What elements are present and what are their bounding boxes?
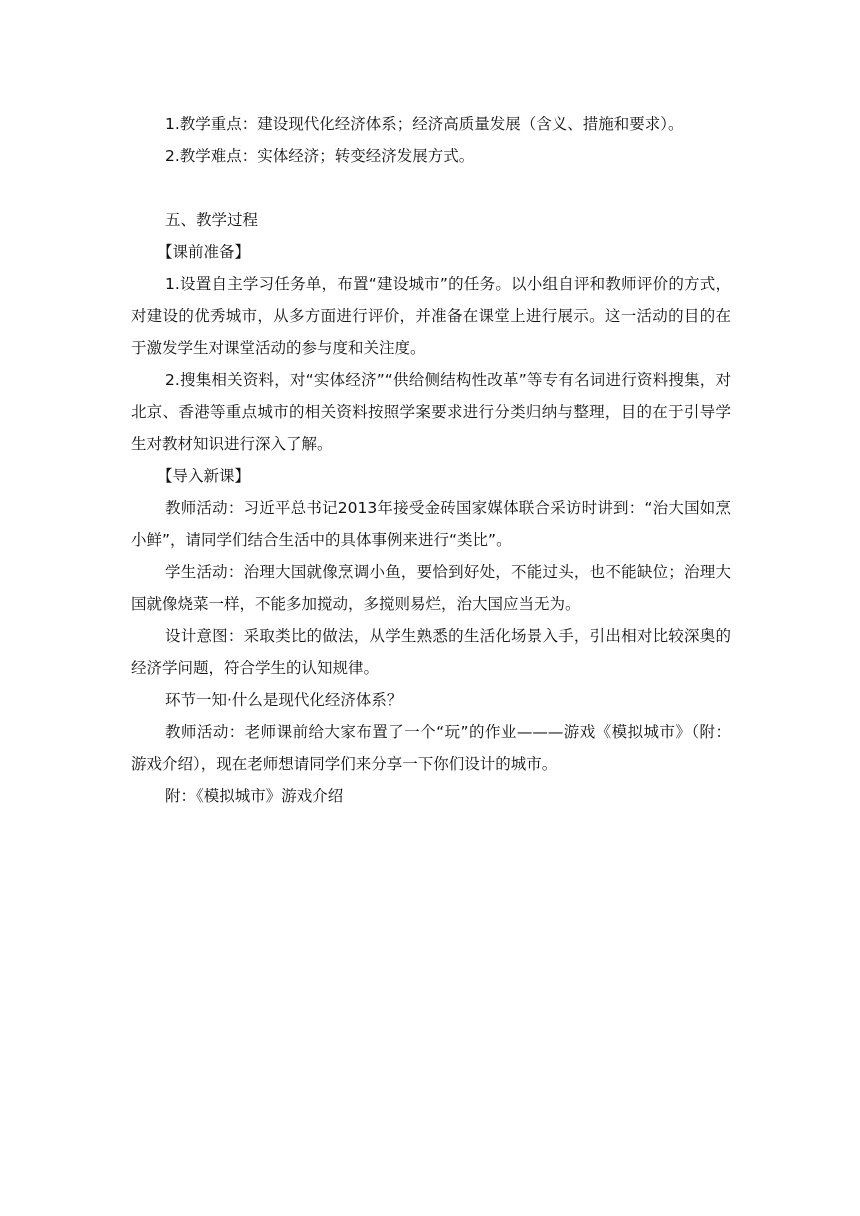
teacher-activity-2: 教师活动：老师课前给大家布置了一个“玩”的作业———游戏《模拟城市》（附：游戏介绍），现在老师想请同学们来分享一下你们设计的城市。: [131, 723, 731, 773]
preparation-item-2: 2.搜集相关资料，对“实体经济”“供给侧结构性改革”等专有名词进行资料搜集，对北京、香港等重点城市的相关资料按照学案要求进行分类归纳与整理，目的在于引导学生对教材知识进行深入了解。: [131, 371, 731, 453]
teaching-key-points: 1.教学重点：建设现代化经济体系；经济高质量发展（含义、措施和要求）。: [165, 115, 684, 133]
teaching-difficulties: 2.教学难点：实体经济；转变经济发展方式。: [165, 147, 475, 165]
preparation-item-1: 1.设置自主学习任务单，布置“建设城市”的任务。以小组自评和教师评价的方式，对建设的优秀城市，从多方面进行评价，并准备在课堂上进行展示。这一活动的目的在于激发学生对课堂活动的参与度和关注度。: [131, 275, 731, 357]
teacher-activity-1: 教师活动：习近平总书记2013年接受金砖国家媒体联合采访时讲到：“治大国如烹小鲜”，请同学们结合生活中的具体事例来进行“类比”。: [131, 499, 731, 549]
section-one-title: 环节一知·什么是现代化经济体系？: [165, 691, 403, 709]
section-heading-teaching-process: 五、教学过程: [165, 211, 259, 229]
design-intent: 设计意图：采取类比的做法，从学生熟悉的生活化场景入手，引出相对比较深奥的经济学问题，符合学生的认知规律。: [131, 627, 731, 677]
student-activity-1: 学生活动：治理大国就像烹调小鱼，要恰到好处，不能过头，也不能缺位；治理大国就像烧菜一样，不能多加搅动，多搅则易烂，治大国应当无为。: [131, 563, 731, 613]
subheading-pre-class-preparation: 【课前准备】: [157, 243, 251, 261]
blank-line: [131, 172, 731, 204]
appendix-game-intro: 附：《模拟城市》游戏介绍: [165, 787, 344, 805]
subheading-new-lesson-intro: 【导入新课】: [157, 467, 251, 485]
document-body: [131, 108, 731, 812]
